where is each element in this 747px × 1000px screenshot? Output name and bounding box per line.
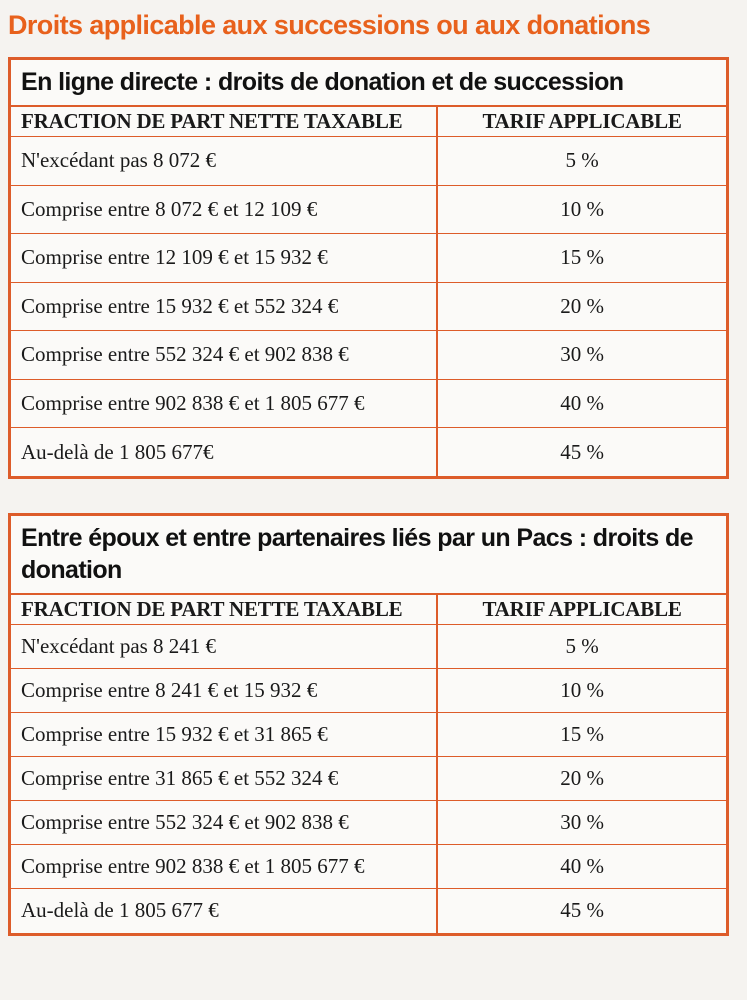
fraction-cell: Comprise entre 552 324 € et 902 838 € bbox=[11, 331, 437, 380]
column-header-tarif: TARIF APPLICABLE bbox=[437, 107, 726, 137]
fraction-cell: Comprise entre 12 109 € et 15 932 € bbox=[11, 234, 437, 283]
fraction-cell: Au-delà de 1 805 677 € bbox=[11, 889, 437, 933]
fraction-cell: Comprise entre 902 838 € et 1 805 677 € bbox=[11, 845, 437, 889]
tarif-cell: 30 % bbox=[437, 331, 726, 380]
fraction-cell: Au-delà de 1 805 677€ bbox=[11, 428, 437, 477]
fraction-cell: Comprise entre 8 241 € et 15 932 € bbox=[11, 669, 437, 713]
table-spouses-pacs-title: Entre époux et entre partenaires liés par un Pacs : droits de donation bbox=[11, 516, 726, 595]
tarif-cell: 40 % bbox=[437, 379, 726, 428]
fraction-cell: Comprise entre 8 072 € et 12 109 € bbox=[11, 185, 437, 234]
table-row bbox=[11, 379, 726, 428]
fraction-cell: Comprise entre 902 838 € et 1 805 677 € bbox=[11, 379, 437, 428]
tarif-cell: 40 % bbox=[437, 845, 726, 889]
table-row bbox=[11, 428, 726, 477]
tarif-cell: 30 % bbox=[437, 801, 726, 845]
tax-table-spouses-pacs bbox=[11, 595, 726, 933]
column-header-fraction: FRACTION DE PART NETTE TAXABLE bbox=[11, 107, 437, 137]
page-title: Droits applicable aux successions ou aux donations bbox=[8, 10, 651, 40]
tarif-cell: 5 % bbox=[437, 625, 726, 669]
tarif-cell: 45 % bbox=[437, 889, 726, 933]
table-spouses-pacs bbox=[8, 513, 729, 936]
fraction-cell: Comprise entre 15 932 € et 552 324 € bbox=[11, 282, 437, 331]
table-row bbox=[11, 757, 726, 801]
table-row bbox=[11, 282, 726, 331]
tarif-cell: 10 % bbox=[437, 185, 726, 234]
tarif-cell: 45 % bbox=[437, 428, 726, 477]
table-row bbox=[11, 137, 726, 186]
table-row bbox=[11, 889, 726, 933]
table-row bbox=[11, 625, 726, 669]
fraction-cell: Comprise entre 15 932 € et 31 865 € bbox=[11, 713, 437, 757]
tarif-cell: 5 % bbox=[437, 137, 726, 186]
tax-table-direct-line bbox=[11, 107, 726, 476]
table-direct-line-title: En ligne directe : droits de donation et de succession bbox=[11, 60, 726, 107]
fraction-cell: Comprise entre 552 324 € et 902 838 € bbox=[11, 801, 437, 845]
header-row bbox=[11, 107, 726, 137]
table-row bbox=[11, 845, 726, 889]
table-row bbox=[11, 801, 726, 845]
table-row bbox=[11, 234, 726, 283]
table-row bbox=[11, 185, 726, 234]
column-header-fraction: FRACTION DE PART NETTE TAXABLE bbox=[11, 595, 437, 625]
fraction-cell: N'excédant pas 8 072 € bbox=[11, 137, 437, 186]
header-row bbox=[11, 595, 726, 625]
table-row bbox=[11, 669, 726, 713]
column-header-tarif: TARIF APPLICABLE bbox=[437, 595, 726, 625]
tarif-cell: 15 % bbox=[437, 713, 726, 757]
fraction-cell: Comprise entre 31 865 € et 552 324 € bbox=[11, 757, 437, 801]
tarif-cell: 20 % bbox=[437, 757, 726, 801]
table-row bbox=[11, 713, 726, 757]
table-row bbox=[11, 331, 726, 380]
fraction-cell: N'excédant pas 8 241 € bbox=[11, 625, 437, 669]
tarif-cell: 15 % bbox=[437, 234, 726, 283]
table-direct-line bbox=[8, 57, 729, 479]
tarif-cell: 20 % bbox=[437, 282, 726, 331]
tarif-cell: 10 % bbox=[437, 669, 726, 713]
